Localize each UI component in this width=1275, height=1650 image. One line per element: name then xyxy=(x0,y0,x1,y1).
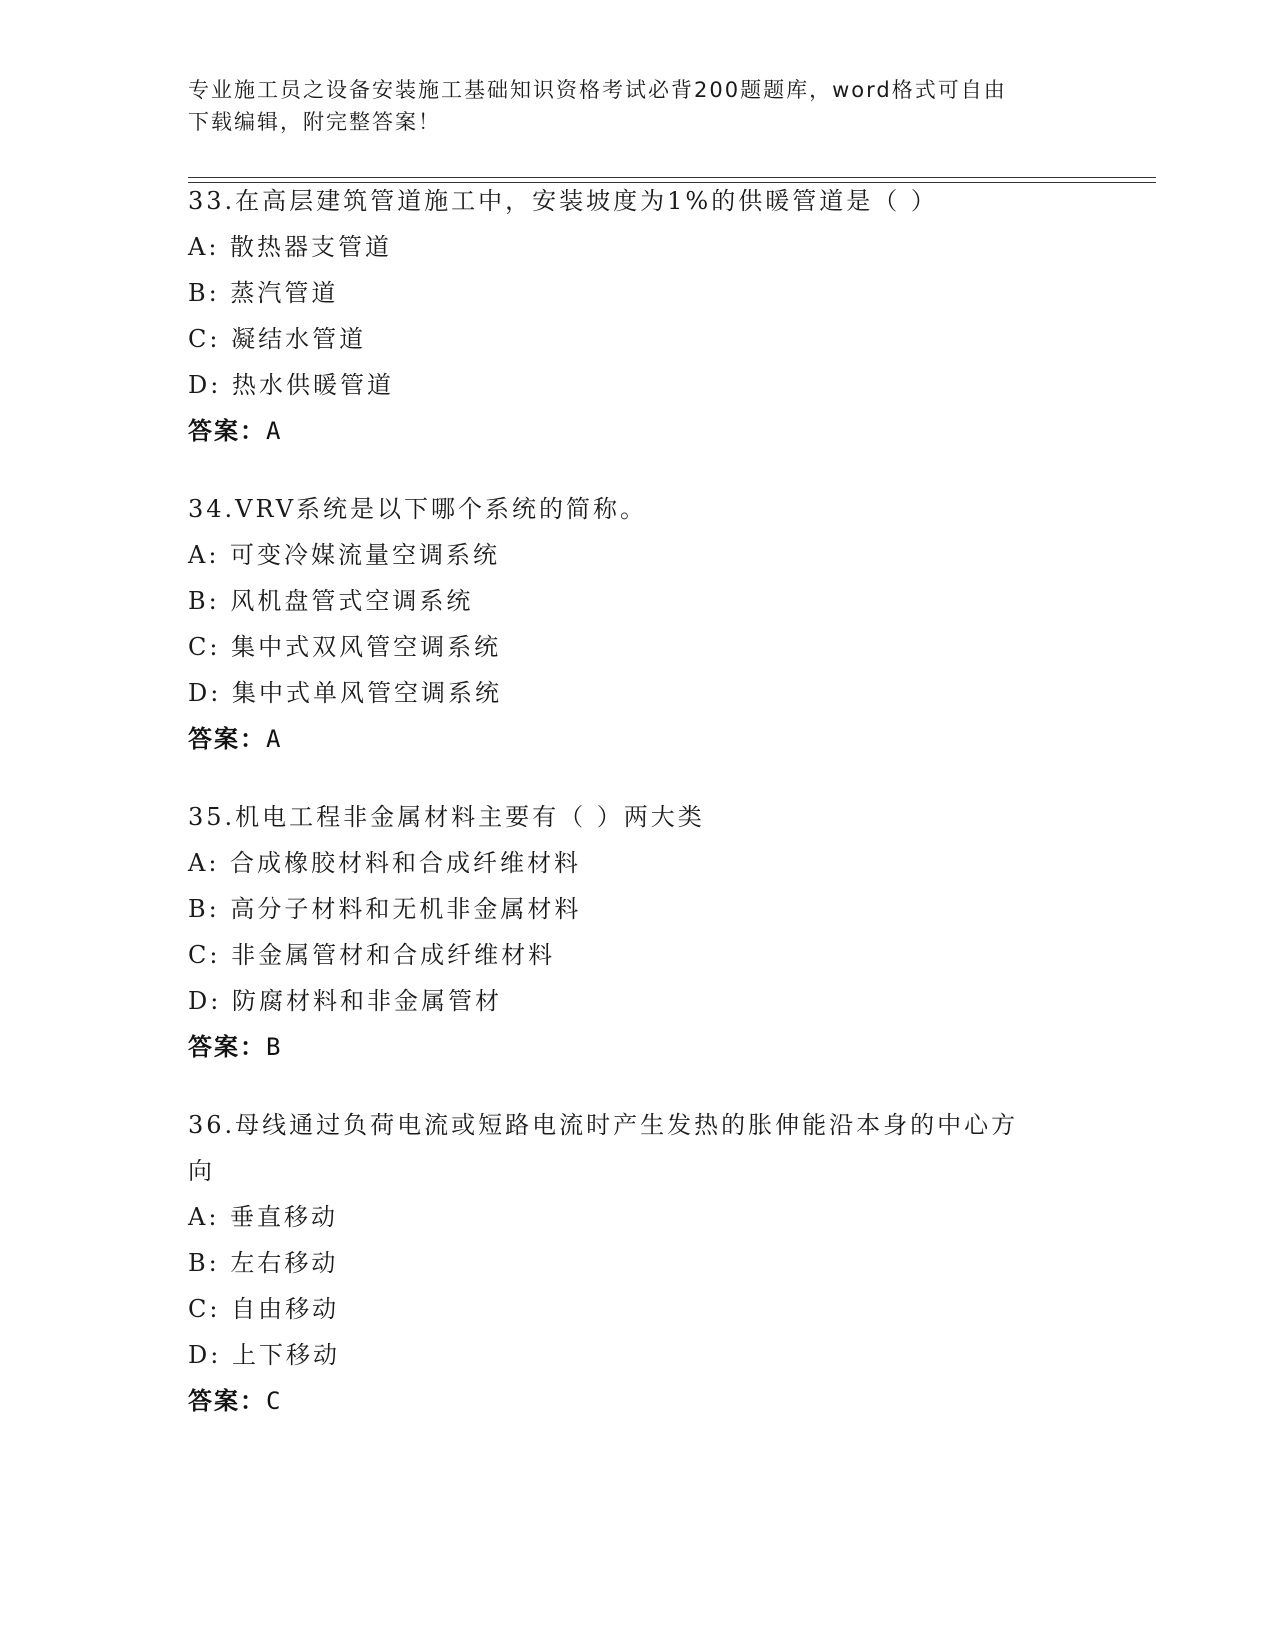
question-text: 35.机电工程非金属材料主要有（ ）两大类 xyxy=(188,803,705,831)
answer-label: 答案： xyxy=(188,417,266,445)
option-a: A: 散热器支管道 xyxy=(188,233,393,261)
header-line-2: 下载编辑，附完整答案！ xyxy=(188,110,441,134)
option-c: C: 集中式双风管空调系统 xyxy=(188,633,502,661)
option-b: B: 风机盘管式空调系统 xyxy=(188,587,474,615)
option-a: A: 垂直移动 xyxy=(188,1203,339,1231)
answer-line xyxy=(188,1378,1088,1424)
question-36 xyxy=(188,1102,1088,1424)
answer-value: A xyxy=(266,417,283,445)
header-line-1: 专业施工员之设备安装施工基础知识资格考试必背200题题库，word格式可自由 xyxy=(188,78,1007,102)
document-header xyxy=(188,74,1068,138)
answer-label: 答案： xyxy=(188,725,266,753)
question-text: 34.VRV系统是以下哪个系统的简称。 xyxy=(188,495,648,523)
option-d: D: 上下移动 xyxy=(188,1341,340,1369)
question-text: 33.在高层建筑管道施工中，安装坡度为1%的供暖管道是（ ） xyxy=(188,187,938,215)
option-d: D: 热水供暖管道 xyxy=(188,371,394,399)
question-text-line-2: 向 xyxy=(188,1157,215,1185)
option-b: B: 蒸汽管道 xyxy=(188,279,339,307)
answer-value: A xyxy=(266,725,283,753)
option-c: C: 自由移动 xyxy=(188,1295,340,1323)
option-b: B: 高分子材料和无机非金属材料 xyxy=(188,895,582,923)
option-b: B: 左右移动 xyxy=(188,1249,339,1277)
question-text-line-1: 36.母线通过负荷电流或短路电流时产生发热的胀伸能沿本身的中心方 xyxy=(188,1111,1019,1139)
answer-line xyxy=(188,408,1088,454)
answer-label: 答案： xyxy=(188,1033,266,1061)
option-d: D: 集中式单风管空调系统 xyxy=(188,679,502,707)
option-a: A: 可变冷媒流量空调系统 xyxy=(188,541,501,569)
answer-value: B xyxy=(266,1033,283,1061)
answer-line xyxy=(188,1024,1088,1070)
option-a: A: 合成橡胶材料和合成纤维材料 xyxy=(188,849,582,877)
question-35 xyxy=(188,794,1088,1070)
answer-line xyxy=(188,716,1088,762)
option-c: C: 凝结水管道 xyxy=(188,325,367,353)
question-33 xyxy=(188,178,1088,454)
answer-value: C xyxy=(266,1387,283,1415)
option-d: D: 防腐材料和非金属管材 xyxy=(188,987,502,1015)
option-c: C: 非金属管材和合成纤维材料 xyxy=(188,941,556,969)
answer-label: 答案： xyxy=(188,1387,266,1415)
question-34 xyxy=(188,486,1088,762)
